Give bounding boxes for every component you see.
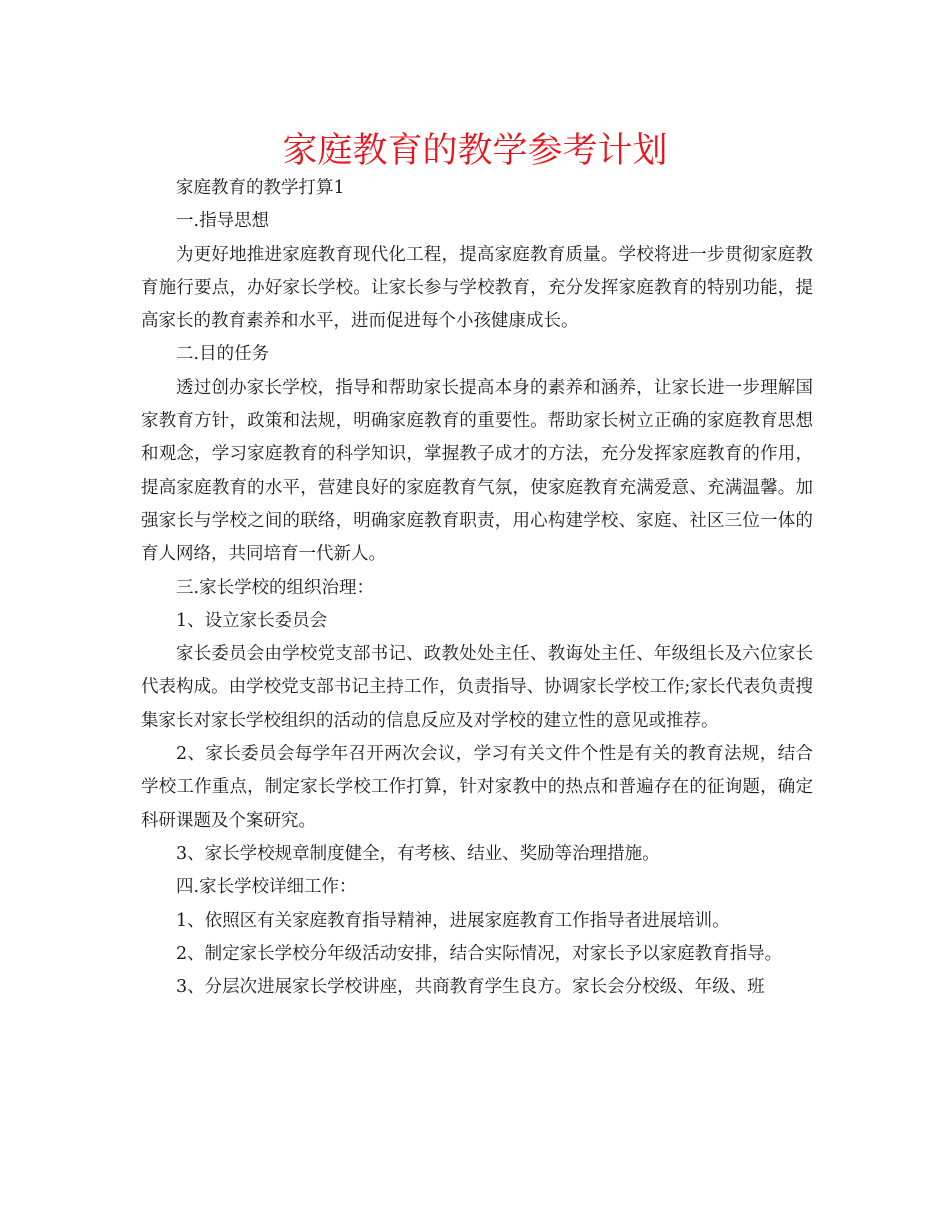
paragraph-objectives: 透过创办家长学校，指导和帮助家长提高本身的素养和涵养，让家长进一步理解国家教育方针，政策和法规，明确家庭教育的重要性。帮助家长树立正确的家庭教育思想和观念，学习家庭教育的科学知识，掌握教子成才的方法，充分发挥家庭教育的作用，提高家庭教育的水平，营建良好的家庭教育气氛，使家庭教育充满爱意、充满温馨。加强家长与学校之间的联络，明确家庭教育职责，用心构建学校、家庭、社区三位一体的育人网络，共同培育一代新人。 — [141, 377, 813, 565]
paragraph-subtitle: 家庭教育的教学打算1 — [176, 178, 345, 198]
heading-detailed-work: 四.家长学校详细工作： — [176, 877, 357, 898]
list-item-1-heading: 1、设立家长委员会 — [176, 610, 328, 631]
document-body — [141, 172, 813, 1004]
heading-guiding-ideology: 一.指导思想 — [176, 211, 270, 232]
document-title: 家庭教育的教学参考计划 — [282, 131, 668, 171]
list-item-3: 3、家长学校规章制度健全，有考核、结业、奖励等治理措施。 — [176, 843, 660, 864]
work-item-2: 2、制定家长学校分年级活动安排，结合实际情况，对家长予以家庭教育指导。 — [176, 943, 783, 964]
paragraph-guiding-ideology: 为更好地推进家庭教育现代化工程，提高家庭教育质量。学校将进一步贯彻家庭教育施行要点，办好家长学校。让家长参与学校教育，充分发挥家庭教育的特别功能，提高家长的教育素养和水平，进而促进每个小孩健康成长。 — [141, 244, 813, 332]
work-item-1: 1、依照区有关家庭教育指导精神，进展家庭教育工作指导者进展培训。 — [176, 910, 730, 931]
work-item-3: 3、分层次进展家长学校讲座，共商教育学生良方。家长会分校级、年级、班 — [176, 977, 765, 998]
list-item-2: 2、家长委员会每学年召开两次会议，学习有关文件个性是有关的教育法规，结合学校工作重点，制定家长学校工作打算，针对家教中的热点和普遍存在的征询题，确定科研课题及个案研究。 — [141, 744, 813, 831]
heading-organization: 三.家长学校的组织治理： — [176, 577, 375, 598]
heading-objectives: 二.目的任务 — [176, 344, 270, 365]
paragraph-committee: 家长委员会由学校党支部书记、政教处处主任、教诲处主任、年级组长及六位家长代表构成。由学校党支部书记主持工作，负责指导、协调家长学校工作;家长代表负责搜集家长对家长学校组织的活动的信息反应及对学校的建立性的意见或推荐。 — [141, 644, 813, 731]
